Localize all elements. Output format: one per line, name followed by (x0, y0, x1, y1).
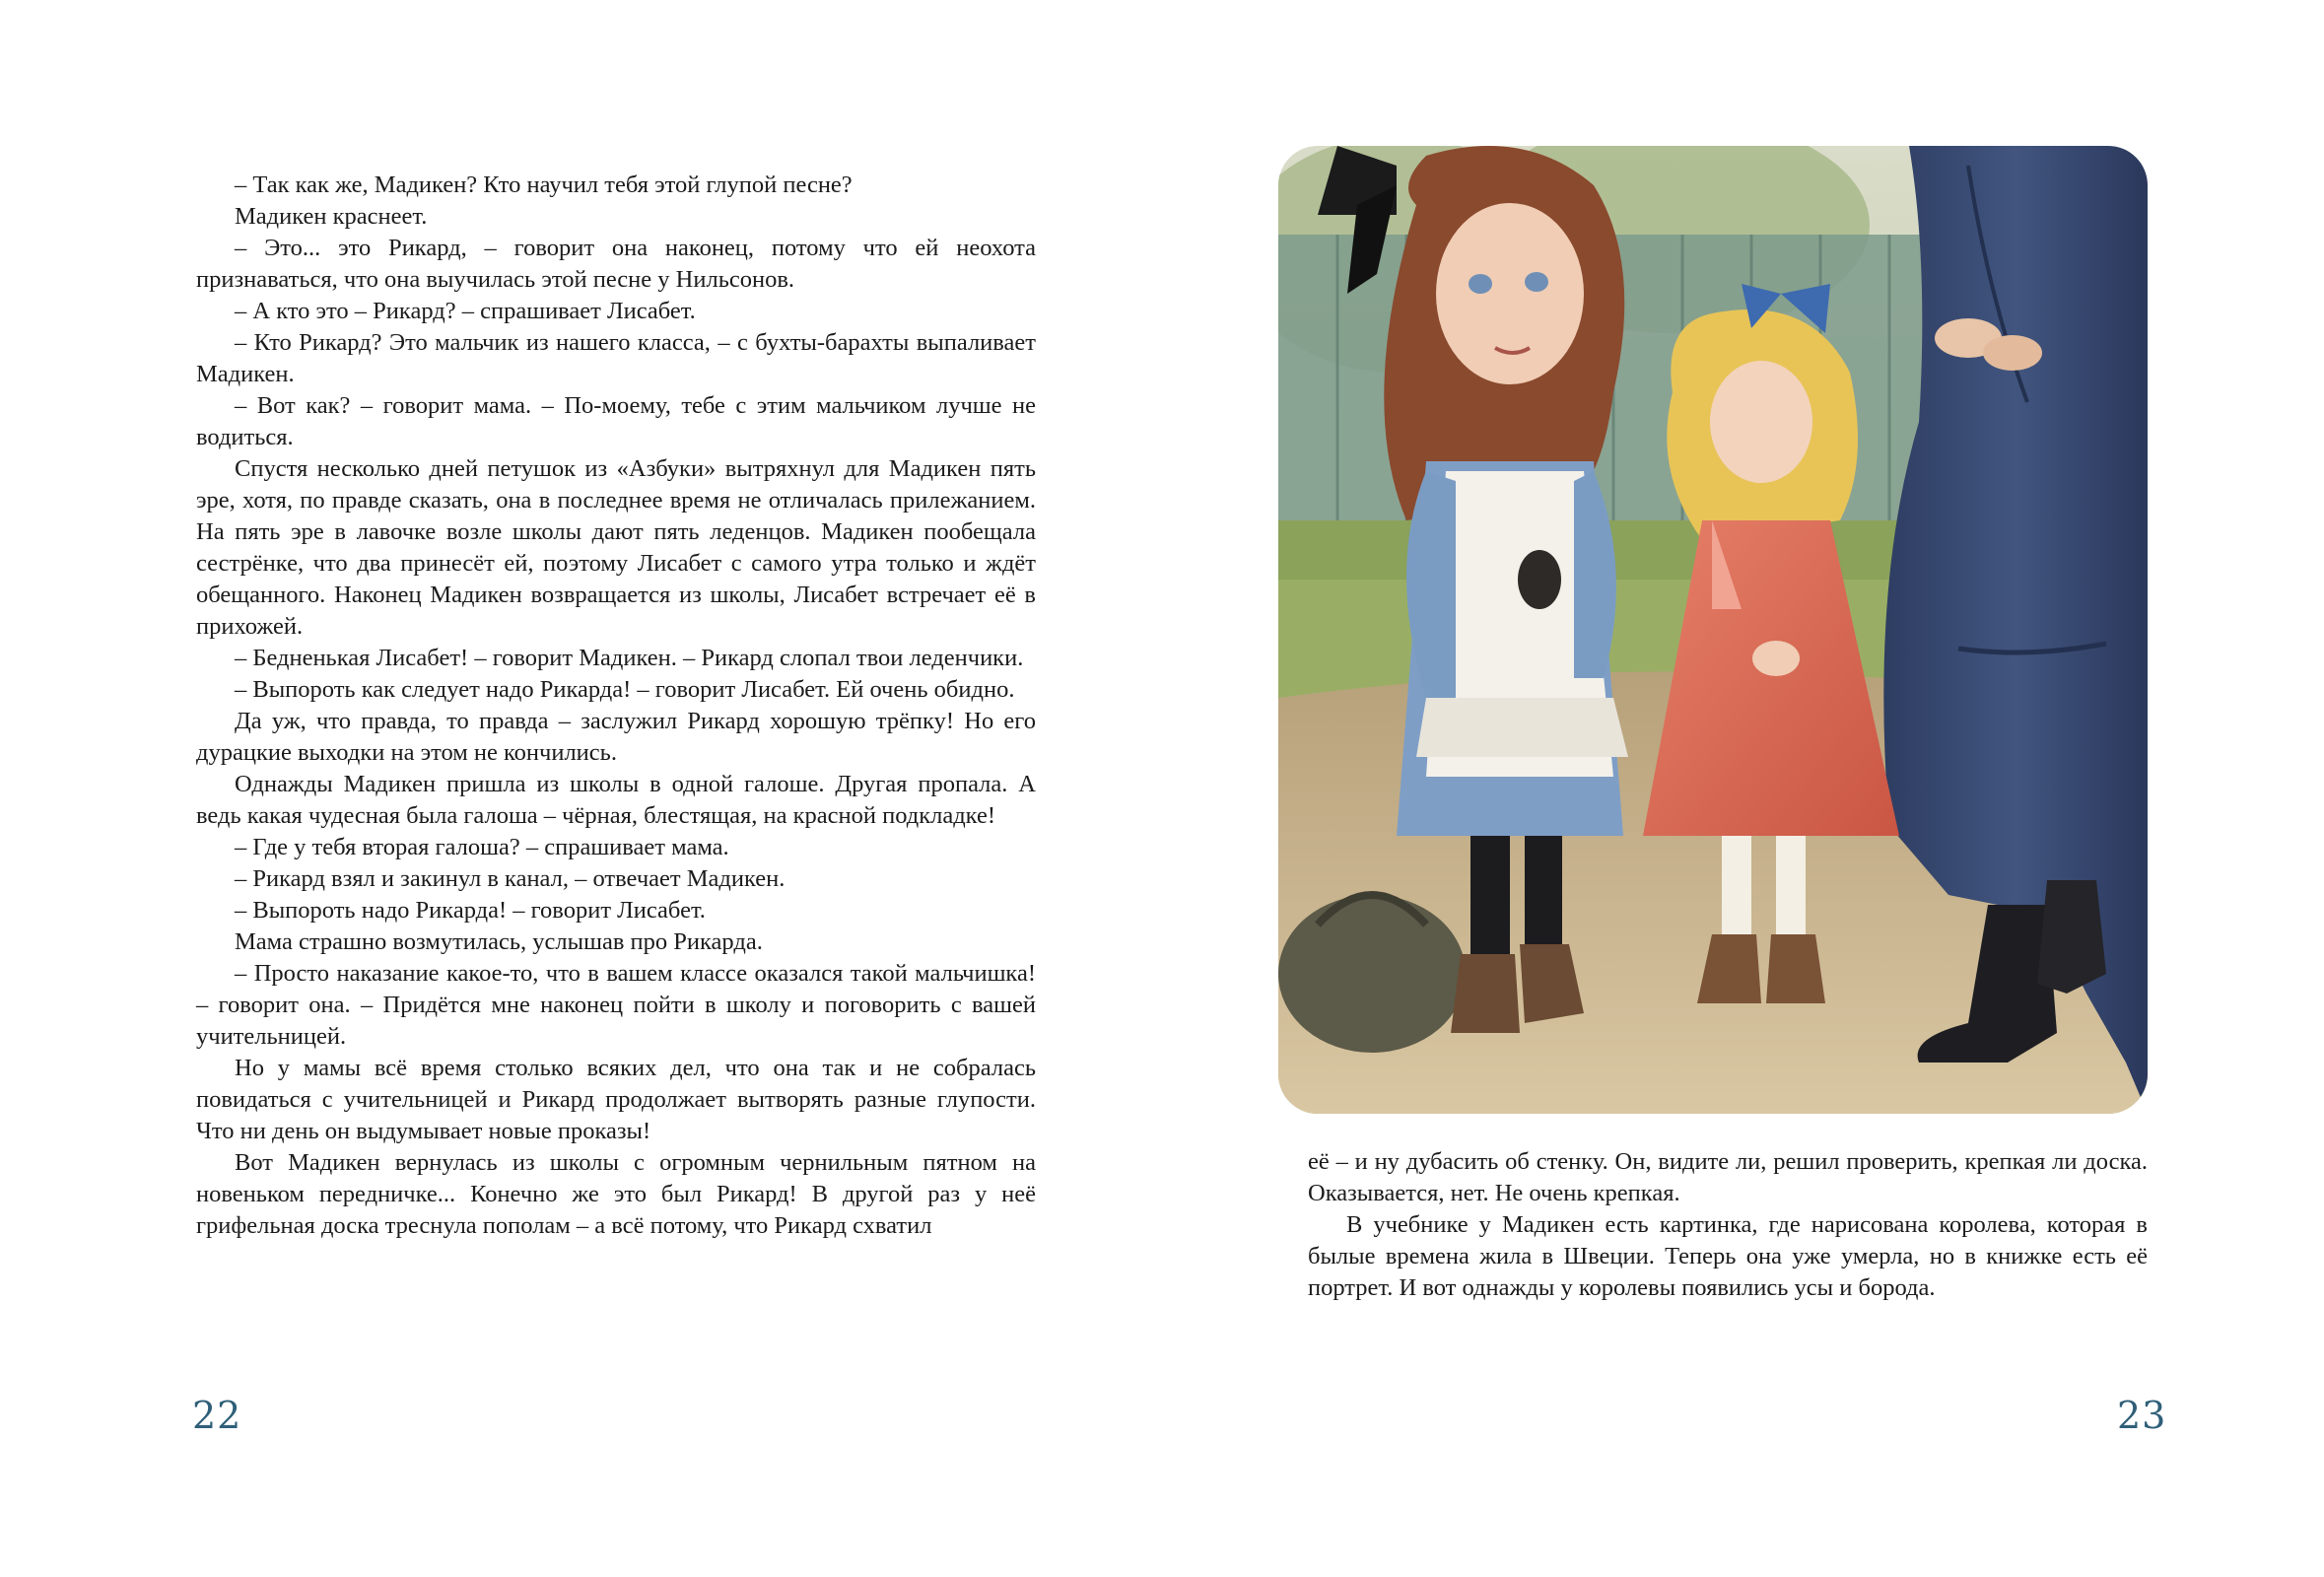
paragraph: – А кто это – Рикард? – спрашивает Лисабет. (235, 298, 696, 324)
paragraph: Вот Мадикен вернулась из школы с огромным чернильным пятном на новеньком передничке... Конечно же это был Рикард! В другой раз у неё грифельная доска треснула пополам – а всё потому, что Рикард схватил (196, 1149, 1036, 1239)
paragraph: Да уж, что правда, то правда – заслужил Рикард хорошую трёпку! Но его дурацкие выходки на этом не кончились. (196, 708, 1036, 766)
paragraph: Однажды Мадикен пришла из школы в одной галоше. Другая пропала. А ведь какая чудесная была галоша – чёрная, блестящая, на красной подкладке! (196, 771, 1036, 829)
right-page (1162, 0, 2324, 1577)
paragraph: – Выпороть надо Рикарда! – говорит Лисабет. (235, 897, 706, 924)
paragraph: – Это... это Рикард, – говорит она наконец, потому что ей неохота признаваться, что она выучилась этой песне у Нильсонов. (196, 235, 1036, 293)
paragraph: – Где у тебя вторая галоша? – спрашивает мама. (235, 834, 729, 860)
left-page-text (196, 170, 1036, 1242)
paragraph: Спустя несколько дней петушок из «Азбуки» вытряхнул для Мадикен пять эре, хотя, по правде сказать, она в последнее время не отличалась прилежанием. На пять эре в лавочке возле школы дают пять леденцов. Мадикен пообещала сестрёнке, что два принесёт ей, поэтому Лисабет с самого утра только и ждёт обещанного. Наконец Мадикен возвращается из школы, Лисабет встречает её в прихожей. (196, 455, 1036, 640)
paragraph: Мама страшно возмутилась, услышав про Рикарда. (235, 928, 763, 955)
paragraph: – Просто наказание какое-то, что в вашем классе оказался такой мальчишка! – говорит она. – Придётся мне наконец пойти в школу и поговорить с вашей учительницей. (196, 960, 1036, 1050)
paragraph: Но у мамы всё время столько всяких дел, что она так и не собралась повидаться с учительницей и Рикард продолжает вытворять разные глупости. Что ни день он выдумывает новые проказы! (196, 1055, 1036, 1144)
illustration-girls-and-mother (1278, 146, 2148, 1114)
paragraph: – Вот как? – говорит мама. – По-моему, тебе с этим мальчиком лучше не водиться. (196, 392, 1036, 450)
paragraph-continuation: её – и ну дубасить об стенку. Он, видите ли, решил проверить, крепкая ли доска. Оказывается, нет. Не очень крепкая. (1308, 1148, 2148, 1206)
right-page-text (1308, 1146, 2148, 1304)
paragraph: – Так как же, Мадикен? Кто научил тебя этой глупой песне? (235, 171, 853, 198)
paragraph: – Бедненькая Лисабет! – говорит Мадикен. – Рикард слопал твои леденчики. (235, 645, 1024, 671)
paragraph: Мадикен краснеет. (235, 203, 428, 230)
paragraph: – Рикард взял и закинул в канал, – отвечает Мадикен. (235, 865, 786, 892)
page-number-left: 22 (192, 1394, 242, 1437)
paragraph: – Кто Рикард? Это мальчик из нашего класса, – с бухты-барахты выпаливает Мадикен. (196, 329, 1036, 387)
paragraph: – Выпороть как следует надо Рикарда! – говорит Лисабет. Ей очень обидно. (235, 676, 1015, 703)
paragraph: В учебнике у Мадикен есть картинка, где нарисована королева, которая в былые времена жила в Швеции. Теперь она уже умерла, но в книжке есть её портрет. И вот однажды у королевы появились усы и борода. (1308, 1211, 2148, 1301)
page-number-right: 23 (2117, 1394, 2167, 1437)
